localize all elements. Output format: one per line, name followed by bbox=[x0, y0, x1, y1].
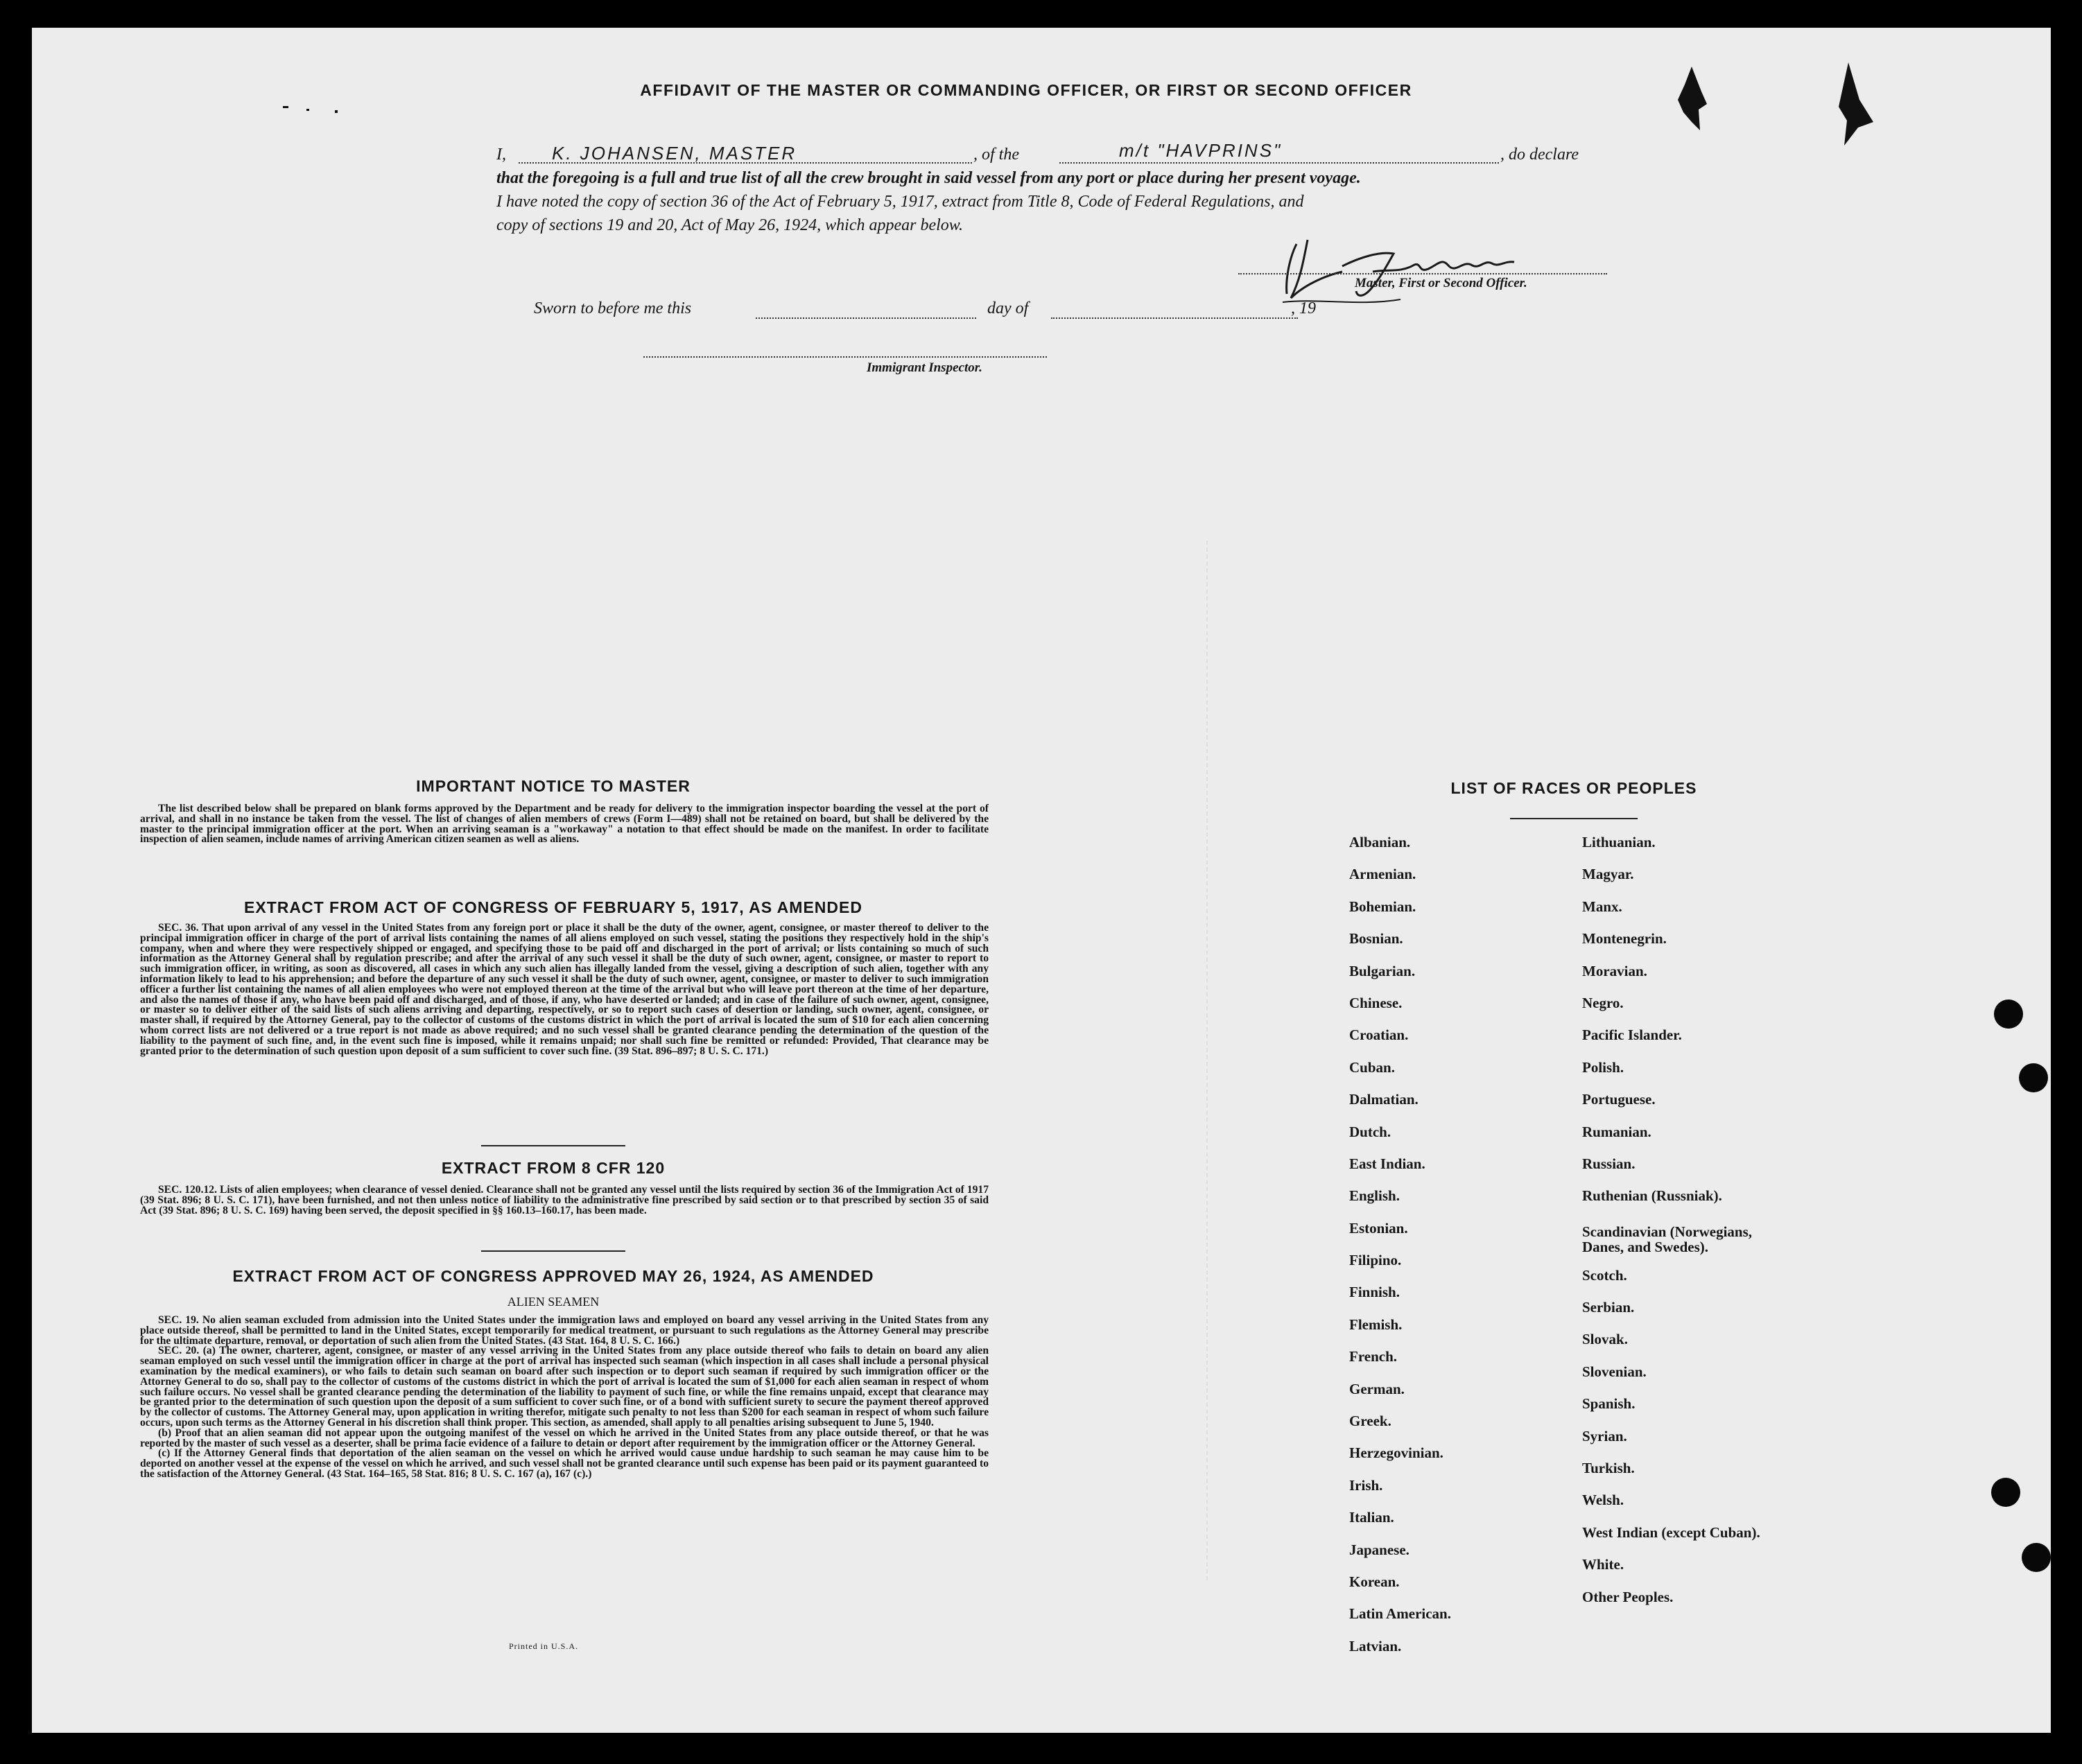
extract-1917-heading: EXTRACT FROM ACT OF CONGRESS OF FEBRUARY 5, 1917, AS AMENDED bbox=[244, 898, 862, 916]
race-item: Greek. bbox=[1349, 1413, 1391, 1430]
sec-20b-paragraph: (b) Proof that an alien seaman did not appear upon the outgoing manifest of the vessel on which he arrived in the United States from any place outside thereof, or that he was reported by the master of such vessel as a deserter, shall be prima facie evidence of a failure to detain or deport after requirement by the immigration officer or the Attorney General. bbox=[140, 1426, 989, 1449]
race-item: Lithuanian. bbox=[1582, 834, 1656, 850]
race-item: Welsh. bbox=[1582, 1492, 1624, 1509]
races-heading-rule bbox=[1510, 818, 1638, 819]
race-item: Korean. bbox=[1349, 1573, 1400, 1590]
sec-36-paragraph: SEC. 36. That upon arrival of any vessel in the United States from any foreign port or place it shall be the duty of the owner, agent, consignee, or master thereof to deliver to the principal immigration officer in charge of the port of arrival lists containing the names of all aliens employed on such vessel, stating the positions they respectively hold in the ship's company, when and where they were respectively shipped or engaged, and specifying those to be paid off and discharged in the port of arrival; or lists containing so much of such information as the Attorney General shall by regulation prescribe; and after the arrival of any such vessel it shall be the duty of such owner, agent, consignee, or master to report to such immigration officer, in writing, as soon as discovered, all cases in which any such alien has illegally landed from the vessel, giving a description of such alien, together with any information likely to lead to his apprehension; and before the departure of any such vessel it shall be the duty of such owner, agent, consignee, or master to deliver to such immigration officer a further list containing the names of all alien employees who were not employed thereon at the time of the arrival but who will leave port thereon at the time of her departure, and also the names of those if any, who have been paid off and discharged, and of those, if any, who have deserted or landed; and in case of the failure of such owner, agent, consignee, or master so to deliver either of the said lists of such aliens arriving and departing, respectively, or so to report such cases of desertion or landing, such owner, agent, consignee, or master shall, if required by the Attorney General, pay to the collector of customs of the customs district in which the port of arrival is located the sum of $10 for each alien concerning whom correct lists are not delivered or a true report is not made as above required; and no such vessel shall be granted clearance pending the determination of the question of the liability to the payment of such fine, and, in the event such fine is imposed, while it remains unpaid; nor shall such fine be remitted or refunded: Provided, That clearance may be granted prior to the determination of such question upon deposit of a sum sufficient to cover such fine. (39 Stat. 896–897; 8 U. S. C. 171.) bbox=[140, 922, 989, 1057]
race-item: Negro. bbox=[1582, 994, 1624, 1011]
race-item: Armenian. bbox=[1349, 866, 1416, 883]
races-right-column bbox=[1582, 834, 1873, 1621]
race-item: Serbian. bbox=[1582, 1299, 1635, 1316]
race-item: Estonian. bbox=[1349, 1219, 1408, 1237]
race-item: Spanish. bbox=[1582, 1395, 1636, 1413]
race-item: Slovak. bbox=[1582, 1331, 1628, 1348]
race-item: Bulgarian. bbox=[1349, 962, 1416, 979]
race-item: Other Peoples. bbox=[1582, 1588, 1674, 1605]
race-item: Portuguese. bbox=[1582, 1091, 1656, 1108]
race-item: English. bbox=[1349, 1187, 1400, 1205]
race-item: White. bbox=[1582, 1556, 1624, 1573]
binder-hole bbox=[1994, 999, 2023, 1029]
race-item: Ruthenian (Russniak). bbox=[1582, 1187, 1722, 1205]
race-item: Latin American. bbox=[1349, 1605, 1451, 1623]
extract-1924-heading: EXTRACT FROM ACT OF CONGRESS APPROVED MAY 26, 1924, AS AMENDED bbox=[232, 1267, 874, 1285]
race-item: East Indian. bbox=[1349, 1155, 1425, 1172]
race-item: Slovenian. bbox=[1582, 1363, 1647, 1380]
stray-mark bbox=[306, 109, 309, 111]
sworn-label: Sworn to before me this bbox=[534, 299, 692, 317]
declaration-line-2: I have noted the copy of section 36 of the Act of February 5, 1917, extract from Title 8, Code of Federal Regulations, and bbox=[496, 193, 1304, 211]
races-heading: LIST OF RACES OR PEOPLES bbox=[1450, 779, 1697, 797]
extract-1924-text bbox=[140, 1316, 989, 1480]
sec-20a-paragraph: SEC. 20. (a) The owner, charterer, agent, consignee, or master of any vessel arriving in the United States from any place outside thereof who fails to detain on board any alien seaman employed on such vessel until the immigration officer in charge at the port of arrival has inspected such seaman (which inspection in all cases shall include a personal physical examination by the medical examiners), or who fails to detain such seaman on board after such inspection or to deport such seaman if required by such immigration officer or the Attorney General to do so, shall pay to the collector of customs of the customs district in which the port of arrival is located the sum of $1,000 for each alien seaman in respect of whom such failure occurs. No vessel shall be granted clearance pending the determination of the liability to payment of such fine, or while the fine remains unpaid, except that clearance may be granted prior to the determination of such question upon the deposit of a sum sufficient to cover such fine, or of a bond with sufficient surety to secure the payment thereof approved by the collector of customs. The Attorney General may, upon application in writing therefor, mitigate such penalty to not less than $200 for each seaman in respect of whom such failure occurs, upon such terms as the Attorney General in his discretion shall think proper. This section, as amended, shall apply to all penalties arising subsequent to June 5, 1940. bbox=[140, 1345, 989, 1429]
stray-mark bbox=[335, 110, 338, 113]
race-item: Herzegovinian. bbox=[1349, 1444, 1443, 1462]
signature-line bbox=[1238, 259, 1607, 274]
binder-hole bbox=[2022, 1543, 2051, 1572]
race-item: Albanian. bbox=[1349, 834, 1411, 850]
race-item: Scotch. bbox=[1582, 1266, 1627, 1284]
sec-120-12-paragraph: SEC. 120.12. Lists of alien employees; when clearance of vessel denied. Clearance shall not be granted any vessel until the lists required by section 36 of the Immigration Act of 1917 (39 Stat. 896; 8 U. S. C. 171), have been furnished, and not then unless notice of liability to the administrative fine prescribed by said section or to that prescribed by section 35 of said Act (39 Stat. 896; 8 U. S. C. 169) having been served, the deposit specified in §§ 160.13–160.17, has been made. bbox=[140, 1184, 989, 1216]
declaration-line-3: copy of sections 19 and 20, Act of May 26, 1924, which appear below. bbox=[496, 216, 964, 234]
race-item: Moravian. bbox=[1582, 962, 1647, 979]
race-item: Italian. bbox=[1349, 1509, 1394, 1526]
extract-1917-text bbox=[140, 923, 989, 1056]
sworn-day-field bbox=[756, 302, 976, 319]
extract-cfr-heading: EXTRACT FROM 8 CFR 120 bbox=[441, 1159, 666, 1177]
of-the-label: , of the bbox=[973, 146, 1019, 164]
race-item: Bohemian. bbox=[1349, 898, 1416, 915]
race-item: Filipino. bbox=[1349, 1252, 1402, 1269]
race-item: Syrian. bbox=[1582, 1427, 1627, 1444]
race-item: Turkish. bbox=[1582, 1460, 1635, 1477]
races-left-column bbox=[1349, 834, 1571, 1670]
race-item: Montenegrin. bbox=[1582, 930, 1667, 948]
sec-20c-paragraph: (c) If the Attorney General finds that deportation of the alien seaman on the vessel on which he arrived would cause undue hardship to such seaman he may cause him to be deported on another vessel at the expense of the vessel on which he arrived, and such vessel shall not be granted clearance until such expense has been paid or its payment guaranteed to the satisfaction of the Attorney General. (43 Stat. 164–165, 58 Stat. 816; 8 U. S. C. 167 (a), 167 (c).) bbox=[140, 1447, 989, 1480]
hanger-mark-icon bbox=[1671, 64, 1712, 140]
race-item: Rumanian. bbox=[1582, 1123, 1651, 1140]
race-item: Irish. bbox=[1349, 1476, 1383, 1494]
faint-guide-marks bbox=[1206, 541, 1235, 1580]
master-name-field bbox=[519, 143, 972, 164]
inspector-caption: Immigrant Inspector. bbox=[867, 360, 982, 375]
vessel-name: m/t "HAVPRINS" bbox=[1119, 140, 1283, 161]
printed-note: Printed in U.S.A. bbox=[509, 1641, 579, 1651]
notice-paragraph: The list described below shall be prepared on blank forms approved by the Department and be ready for delivery to the immigration inspector boarding the vessel at the port of arrival, and shall in no instance be taken from the vessel. The list of changes of alien members of crews (Form I—489) shall not be retained on board, but shall be delivered by the master to the principal immigration officer at the port. When an arriving seaman is a "workaway" a notation to that effect should be made on the manifest. In order to facilitate inspection of alien seamen, include names of arriving American citizen seamen as well as aliens. bbox=[140, 803, 989, 846]
race-item: Latvian. bbox=[1349, 1637, 1402, 1654]
do-declare-label: , do declare bbox=[1500, 146, 1579, 164]
master-name: K. JOHANSEN, MASTER bbox=[552, 143, 797, 164]
race-item: Scandinavian (Norwegians, Danes, and Swedes). bbox=[1582, 1223, 1753, 1255]
hanger-mark-icon bbox=[1830, 58, 1879, 148]
sec-19-paragraph: SEC. 19. No alien seaman excluded from admission into the United States under the immigration laws and employed on board any vessel arriving in the United States from any place outside thereof, shall be permitted to land in the United States, except temporarily for medical treatment, or pursuant to such regulations as the Attorney General may prescribe for the ultimate departure, removal, or deportation of such alien from the United States. (43 Stat. 164, 8 U. S. C. 166.) bbox=[140, 1314, 989, 1347]
race-item: Japanese. bbox=[1349, 1541, 1409, 1558]
race-item: German. bbox=[1349, 1380, 1405, 1397]
declaration-line-1: that the foregoing is a full and true list of all the crew brought in said vessel from any port or place during her present voyage. bbox=[496, 169, 1361, 187]
race-item: Flemish. bbox=[1349, 1316, 1403, 1333]
race-item: Pacific Islander. bbox=[1582, 1027, 1682, 1044]
year-prefix: , 19 bbox=[1291, 299, 1316, 317]
race-item: Croatian. bbox=[1349, 1027, 1409, 1044]
section-divider bbox=[481, 1250, 625, 1252]
vessel-name-field bbox=[1059, 140, 1499, 164]
race-item: Dutch. bbox=[1349, 1123, 1391, 1140]
race-item: Bosnian. bbox=[1349, 930, 1403, 948]
extract-1924-subheading: ALIEN SEAMEN bbox=[507, 1295, 600, 1309]
day-of-label: day of bbox=[987, 299, 1029, 317]
binder-hole bbox=[2019, 1063, 2048, 1092]
notice-text bbox=[140, 804, 989, 845]
section-divider bbox=[481, 1145, 625, 1146]
race-item: Russian. bbox=[1582, 1155, 1636, 1172]
race-item: Cuban. bbox=[1349, 1058, 1395, 1076]
race-item: French. bbox=[1349, 1348, 1398, 1365]
sworn-month-field bbox=[1051, 302, 1298, 319]
race-item: Manx. bbox=[1582, 898, 1622, 915]
notice-heading: IMPORTANT NOTICE TO MASTER bbox=[416, 777, 691, 795]
extract-cfr-text bbox=[140, 1185, 989, 1216]
race-item: Polish. bbox=[1582, 1058, 1624, 1076]
affidavit-title: AFFIDAVIT OF THE MASTER OR COMMANDING OFFICER, OR FIRST OR SECOND OFFICER bbox=[640, 81, 1412, 99]
race-item: Chinese. bbox=[1349, 994, 1403, 1011]
affidavit-i-label: I, bbox=[496, 146, 506, 164]
binder-hole bbox=[1991, 1478, 2020, 1507]
race-item: West Indian (except Cuban). bbox=[1582, 1523, 1760, 1541]
signature-caption: Master, First or Second Officer. bbox=[1355, 276, 1527, 290]
race-item: Dalmatian. bbox=[1349, 1091, 1419, 1108]
stray-mark bbox=[283, 106, 288, 108]
race-item: Finnish. bbox=[1349, 1284, 1400, 1301]
race-item: Magyar. bbox=[1582, 866, 1634, 883]
inspector-line bbox=[643, 344, 1047, 358]
